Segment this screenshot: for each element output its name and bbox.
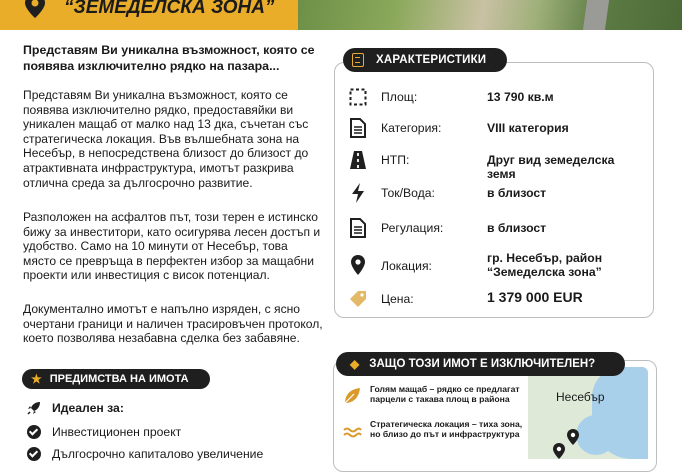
why-item: Стратегическа локация – тиха зона, но близо до път и инфраструктура — [370, 419, 523, 439]
intro-paragraph-1: Представям Ви уникална възможност, която се появява изключително рядко, предоставяйки ви уникален мащаб от малко над 13 дка, съчетан със стратегическа локация. Във вълшебната зона на Несебър, в непосредствена близост до близост до атрактивната инфраструктура, имотът разкрива отлична среда за дългосрочно развитие. — [23, 88, 309, 190]
characteristic-row-price: Цена: 1 379 000 EUR — [346, 288, 646, 312]
star-icon: ★ — [31, 372, 42, 386]
advantage-item: Дългосрочно капиталово увеличение — [26, 446, 263, 462]
intro-paragraph-3: Документално имотът е напълно изряден, с ясно очертани граници и наличен трасировъчен протокол, което позволява незабавна сделка без забавяне. — [23, 302, 323, 346]
intro-lead: Представям Ви уникална възможност, която се появява изключително рядко на пазара... — [23, 43, 315, 73]
document-icon — [352, 53, 364, 67]
characteristics-header — [343, 48, 507, 72]
advantage-item: Идеален за: — [26, 400, 124, 416]
characteristic-row-location: Локация: гр. Несебър, район “Земеделска зона” — [346, 254, 646, 284]
map-pin-icon — [566, 429, 580, 445]
advantage-item: Инвестиционен проект — [26, 424, 181, 440]
area-icon — [346, 86, 370, 108]
document-icon — [346, 117, 370, 139]
hero-photo — [298, 0, 682, 30]
location-map — [528, 367, 648, 459]
characteristic-row-category: Категория: VIII категория — [346, 117, 646, 141]
hero-photo-road — [583, 0, 609, 30]
check-icon — [27, 447, 41, 461]
hero-banner — [0, 0, 682, 30]
rocket-icon — [26, 400, 42, 416]
location-pin-icon — [22, 0, 48, 18]
lightning-icon — [346, 182, 370, 204]
characteristic-row-utilities: Ток/Вода: в близост — [346, 182, 646, 206]
map-town-label: Несебър — [556, 390, 605, 404]
characteristic-row-ntp: НТП: Друг вид земеделска земя — [346, 149, 646, 173]
why-exceptional-header — [336, 352, 625, 376]
document-icon — [346, 217, 370, 239]
characteristics-title: ХАРАКТЕРИСТИКИ — [376, 54, 487, 66]
advantages-title: ПРЕДИМСТВА НА ИМОТА — [49, 373, 189, 385]
intro-paragraph-2: Разположен на асфалтов път, този терен е истинско бижу за инвеститори, като осигурява лесен достъп и удобство. Само на 10 минути от Несебър, това място се превръща в перфектен избор за мащабни проекти или инвестиция с висок потенциал. — [23, 210, 321, 283]
road-icon — [346, 149, 370, 171]
characteristic-row-regulation: Регулация: в близост — [346, 217, 646, 241]
location-pin-icon — [346, 254, 370, 276]
waves-icon — [342, 421, 362, 441]
characteristic-row-area: Площ: 13 790 кв.м — [346, 86, 646, 110]
leaf-icon — [342, 386, 362, 406]
check-icon — [27, 425, 41, 439]
price-tag-icon — [346, 288, 370, 310]
page-title: “ЗЕМЕДЕЛСКА ЗОНА” — [64, 0, 275, 18]
why-item: Голям мащаб – рядко се предлагат парцели с такава площ в района — [370, 384, 520, 404]
diamond-icon: ◆ — [350, 357, 360, 371]
advantages-header — [22, 369, 210, 389]
why-exceptional-title: ЗАЩО ТОЗИ ИМОТ Е ИЗКЛЮЧИТЕЛЕН? — [369, 358, 596, 370]
map-pin-icon — [552, 443, 566, 459]
